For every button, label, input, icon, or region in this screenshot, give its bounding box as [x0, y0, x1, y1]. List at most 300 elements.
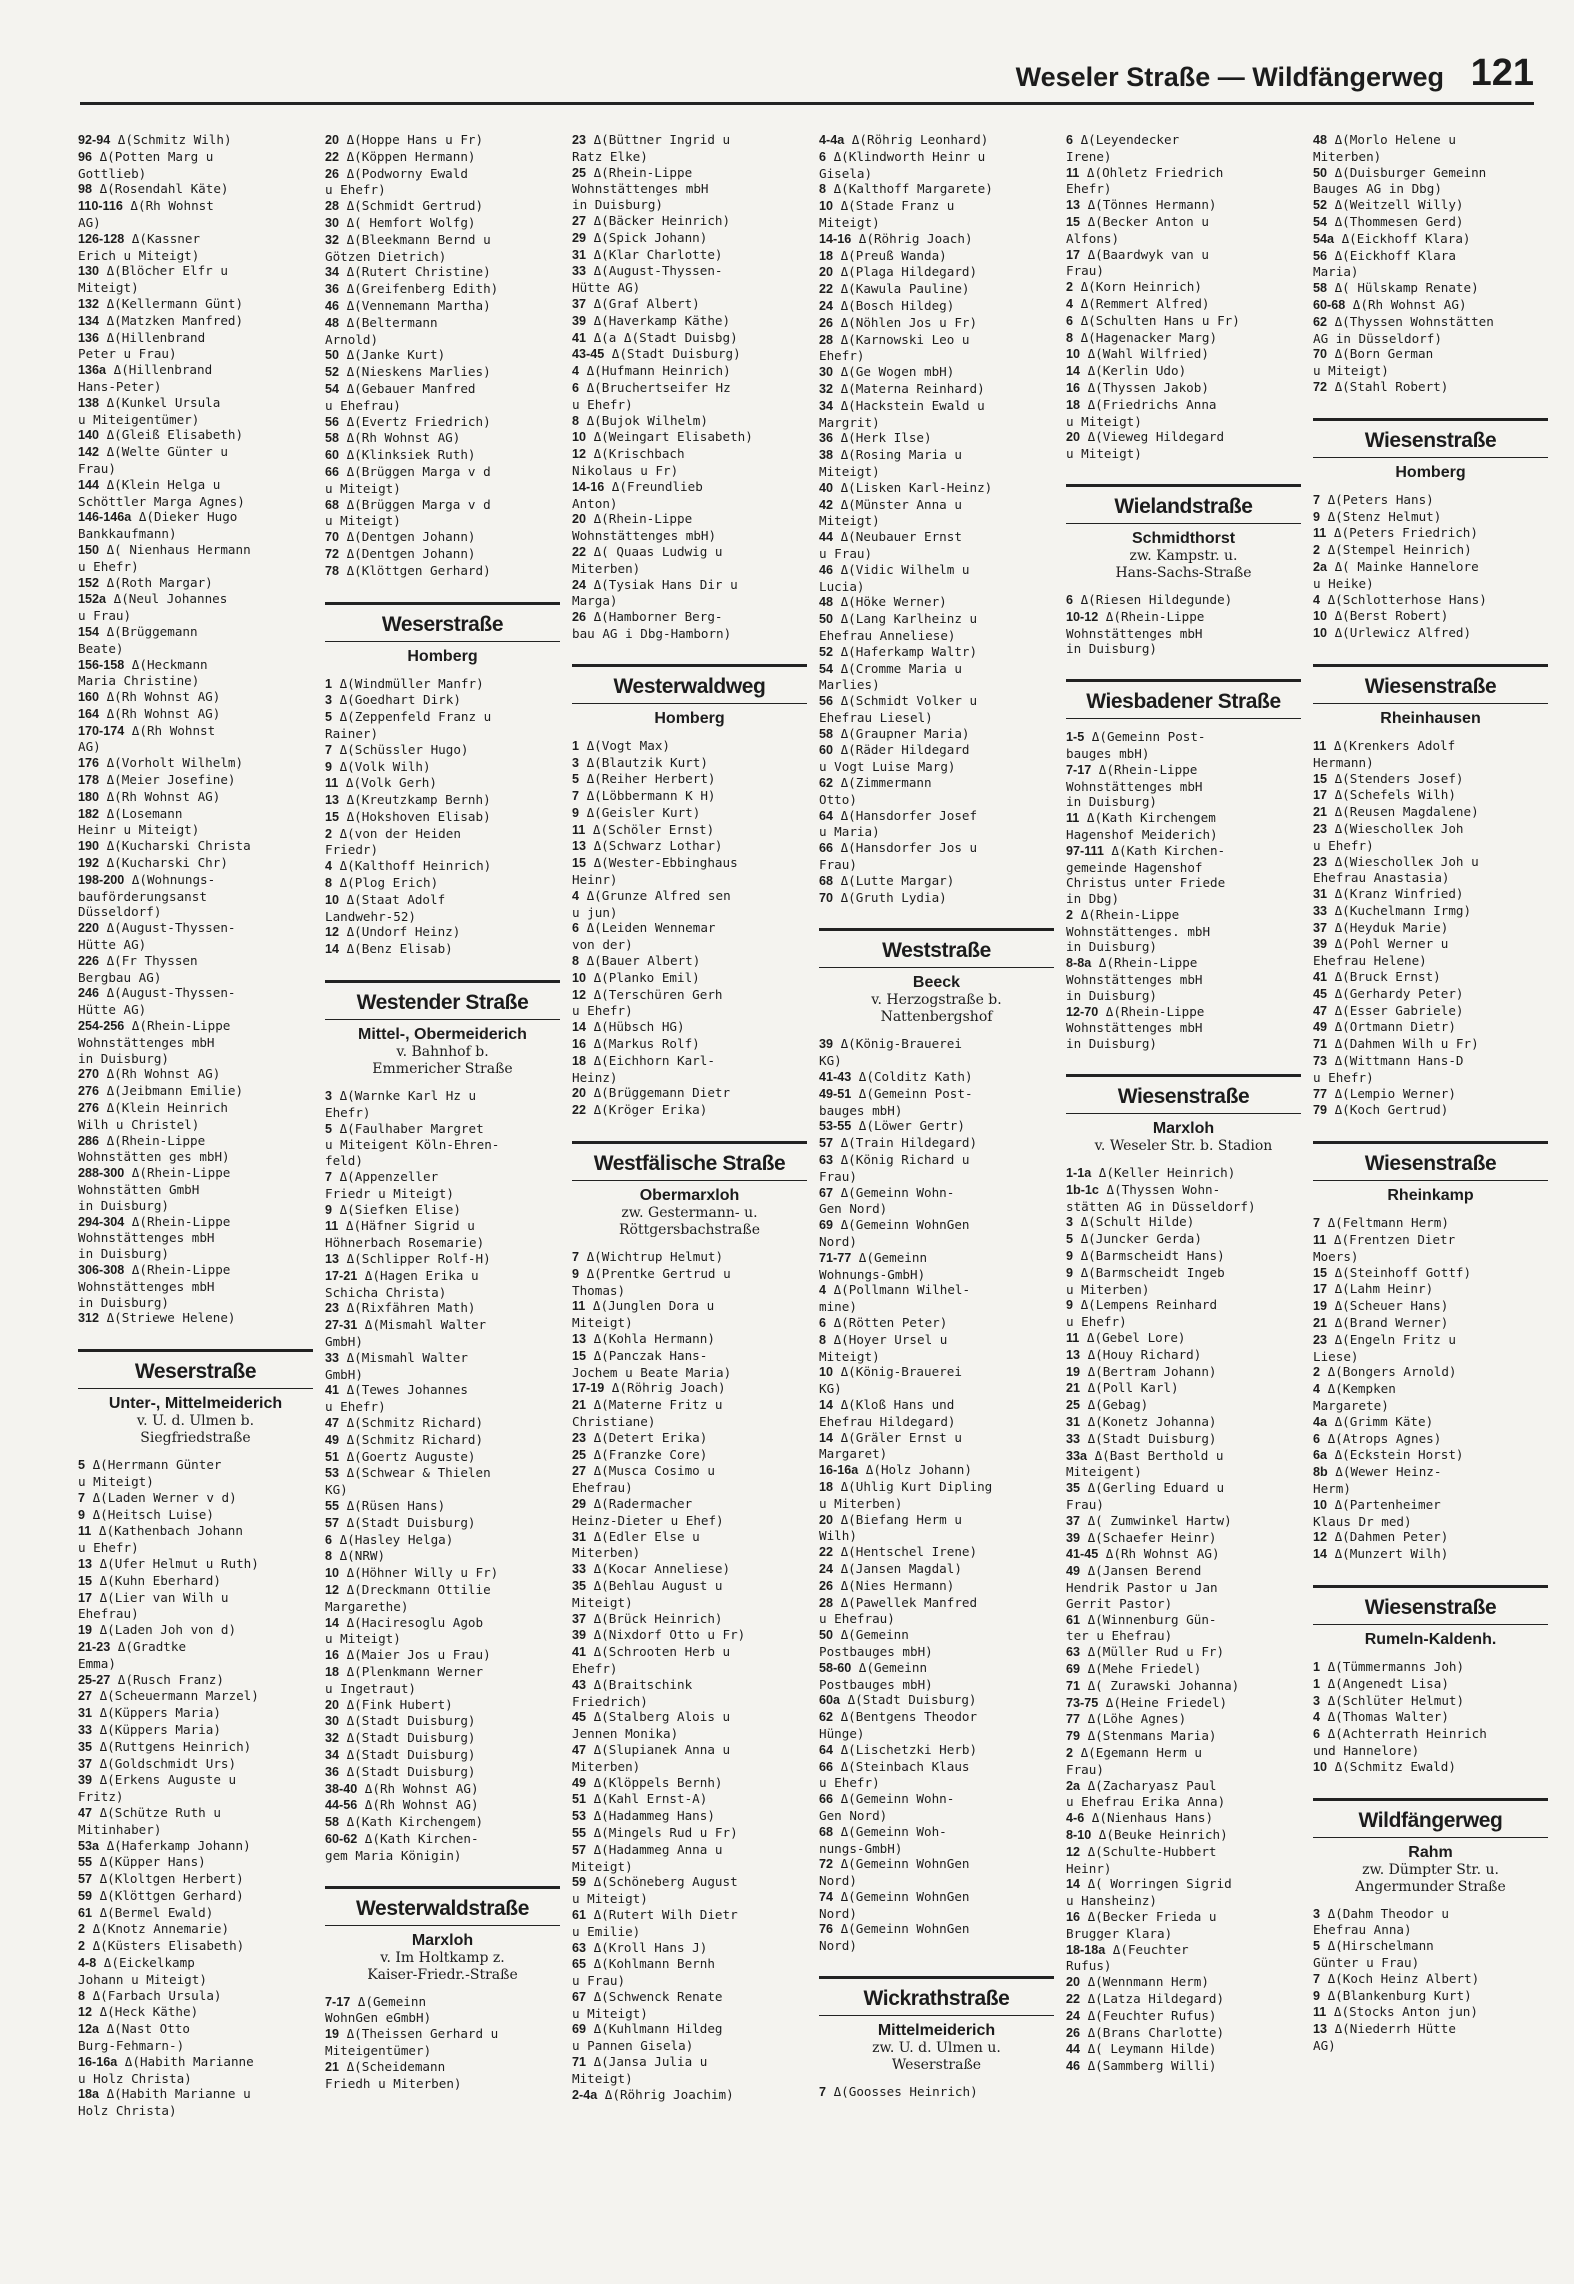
address-entry: 5 Δ(Hirschelmann	[1313, 1938, 1434, 1954]
address-entry: 32 Δ(Materna Reinhard)	[819, 380, 985, 396]
divider	[572, 664, 807, 667]
address-entry: Hermann)	[1313, 754, 1374, 770]
address-entry: Holz Christa)	[78, 2103, 177, 2119]
address-entry: 60a Δ(Stadt Duisburg)	[819, 1692, 977, 1708]
address-entry: Bauges AG in Dbg)	[1313, 181, 1442, 197]
address-entry: Wohnstättenges mbH	[78, 1034, 215, 1050]
address-entry: 18-18a Δ(Feuchter	[1066, 1941, 1189, 1957]
address-entry: 25-27 Δ(Rusch Franz)	[78, 1671, 224, 1687]
address-entry: 8 Δ(Hagenacker Marg)	[1066, 329, 1218, 345]
address-entry: Heinr)	[572, 872, 618, 888]
address-entry: 140 Δ(Gleiß Elisabeth)	[78, 427, 244, 443]
address-entry: bau AG i Dbg-Hamborn)	[572, 625, 732, 641]
street-range: zw. Gestermann- u.	[621, 1205, 758, 1222]
divider	[325, 1925, 560, 1926]
address-entry: Wohnstättenges mbH	[572, 181, 709, 197]
address-entry: Miteigt)	[819, 214, 880, 230]
address-entry: 30 Δ(Ge Wogen mbH)	[819, 364, 955, 380]
address-entry: 52 Δ(Weitzell Willy)	[1313, 197, 1464, 213]
address-entry: 14 Δ(Haciresoglu Agob	[325, 1614, 484, 1630]
address-entry: 2 Δ(Rhein-Lippe	[1066, 906, 1180, 922]
address-entry: 37 Δ(Heyduk Marie)	[1313, 919, 1449, 935]
address-entry: 29 Δ(Spick Johann)	[572, 229, 708, 245]
address-entry: u Ehefr)	[1066, 1314, 1127, 1330]
address-entry: Heinz-Dieter u Ehef)	[572, 1512, 724, 1528]
address-entry: u jun)	[572, 904, 618, 920]
address-entry: 17 Δ(Schefels Wilh)	[1313, 787, 1456, 803]
address-entry: 14 Δ(Kerlin Udo)	[1066, 363, 1187, 379]
street-section-header	[1066, 1074, 1301, 1155]
address-entry: 7 Δ(Laden Werner v d)	[78, 1489, 237, 1505]
address-entry: 31 Δ(Konetz Johanna)	[1066, 1414, 1217, 1430]
street-name: Westerwaldweg	[613, 674, 766, 698]
address-entry: in Duisburg)	[572, 197, 663, 213]
street-name: Westfälische Straße	[593, 1152, 786, 1176]
address-entry: u Vogt Luise Marg)	[819, 759, 956, 775]
street-range: v. Im Holtkamp z.	[380, 1949, 505, 1966]
address-entry: 6 Δ(Achterrath Heinrich	[1313, 1726, 1487, 1742]
address-entry: 49 Δ(Klöppels Bernh)	[572, 1774, 723, 1790]
address-entry: 15 Δ(Becker Anton u	[1066, 213, 1209, 229]
address-entry: 10 Δ(Stade Franz u	[819, 198, 955, 214]
address-entry: 180 Δ(Rh Wohnst AG)	[78, 788, 221, 804]
address-entry: 13 Δ(Kohla Hermann)	[572, 1331, 715, 1347]
address-entry: 8-10 Δ(Beuke Heinrich)	[1066, 1826, 1228, 1842]
street-range: Kaiser-Friedr.-Straße	[367, 1966, 518, 1983]
address-entry: 9 Δ(Barmscheidt Ingeb	[1066, 1264, 1225, 1280]
street-section-header	[819, 928, 1054, 1026]
address-entry: 24 Δ(Tysiak Hans Dir u	[572, 576, 738, 592]
street-range: Hans-Sachs-Straße	[1115, 564, 1252, 581]
address-entry: 2a Δ(Zacharyasz Paul	[1066, 1777, 1217, 1793]
address-entry: Ehefrau Anneliese)	[819, 627, 956, 643]
divider	[1313, 1141, 1548, 1144]
address-entry: 9 Δ(Geisler Kurt)	[572, 804, 701, 820]
address-entry: 12 Δ(Terschüren Gerh	[572, 986, 723, 1002]
address-entry: 32 Δ(Stadt Duisburg)	[325, 1730, 476, 1746]
address-entry: Brugger Klara)	[1066, 1925, 1173, 1941]
address-entry: 7 Δ(Feltmann Herm)	[1313, 1215, 1449, 1231]
address-entry: 16-16a Δ(Holz Johann)	[819, 1462, 972, 1478]
address-entry: Fritz)	[78, 1789, 124, 1805]
address-entry: 46 Δ(Vidic Wilhelm u	[819, 561, 970, 577]
address-entry: 71 Δ( Zurawski Johanna)	[1066, 1677, 1240, 1693]
address-entry: 71 Δ(Jansa Julia u	[572, 2054, 708, 2070]
address-entry: 33 Δ(August-Thyssen-	[572, 263, 723, 279]
divider	[325, 980, 560, 983]
address-entry: 60 Δ(Klinksiek Ruth)	[325, 447, 476, 463]
address-entry: 46 Δ(Sammberg Willi)	[1066, 2058, 1217, 2074]
address-entry: 15 Δ(Steinhoff Gottf)	[1313, 1264, 1472, 1280]
address-entry: 4-8 Δ(Eickelkamp	[78, 1955, 195, 1971]
divider	[1313, 1798, 1548, 1801]
address-entry: 294-304 Δ(Rhein-Lippe	[78, 1213, 231, 1229]
address-entry: u Frau)	[572, 1973, 626, 1989]
address-entry: 14 Δ(Benz Elisab)	[325, 941, 453, 957]
address-entry: 286 Δ(Rhein-Lippe	[78, 1132, 206, 1148]
address-entry: 6 Δ(Hasley Helga)	[325, 1531, 454, 1547]
street-name: Wiesenstraße	[1117, 1085, 1250, 1109]
address-entry: Miteigt)	[819, 463, 880, 479]
address-entry: 16 Δ(Becker Frieda u	[1066, 1908, 1217, 1924]
address-entry: 59 Δ(Klöttgen Gerhard)	[78, 1887, 244, 1903]
address-entry: 21 Δ(Poll Karl)	[1066, 1380, 1179, 1396]
address-entry: 31 Δ(Klar Charlotte)	[572, 246, 723, 262]
address-entry: Landwehr-52)	[325, 908, 416, 924]
address-entry: 68 Δ(Gemeinn Woh-	[819, 1823, 947, 1839]
address-entry: 72 Δ(Gemeinn WohnGen	[819, 1856, 970, 1872]
address-entry: 5 Δ(Juncker Gerda)	[1066, 1231, 1202, 1247]
address-entry: 18 Δ(Eichhorn Karl-	[572, 1052, 715, 1068]
street-range: v. Bahnhof b.	[396, 1044, 489, 1061]
address-entry: Christiane)	[572, 1414, 656, 1429]
page-header	[80, 52, 1534, 105]
street-name: Westerwaldstraße	[356, 1896, 529, 1920]
address-entry: 69 Δ(Gemeinn WohnGen	[819, 1217, 970, 1233]
divider	[325, 641, 560, 642]
street-section-header	[1313, 664, 1548, 728]
address-entry: 26 Δ(Nöhlen Jos u Fr)	[819, 314, 978, 330]
address-entry: 9 Δ(Stenz Helmut)	[1313, 508, 1442, 524]
address-entry: Johann u Miteigt)	[78, 1971, 207, 1987]
address-entry: 11 Δ(Junglen Dora u	[572, 1298, 715, 1314]
address-entry: 53a Δ(Haferkamp Johann)	[78, 1837, 251, 1853]
address-entry: 12 Δ(Heck Käthe)	[78, 2004, 199, 2020]
page-title: Weseler Straße — Wildfängerweg	[1015, 62, 1444, 92]
address-entry: 10 Δ(Weingart Elisabeth)	[572, 429, 753, 445]
address-entry: Götzen Dietrich)	[325, 248, 447, 264]
address-entry: 14 Δ(Gräler Ernst u	[819, 1429, 962, 1445]
address-entry: u Miterben)	[819, 1495, 903, 1511]
address-entry: 2 Δ(Knotz Annemarie)	[78, 1921, 230, 1937]
address-entry: 15 Δ(Kuhn Eberhard)	[78, 1572, 221, 1588]
address-entry: u Miteigt)	[572, 1891, 648, 1907]
address-entry: 39 Δ(Haverkamp Käthe)	[572, 312, 731, 328]
address-entry: 12 Δ(Schulte-Hubbert	[1066, 1843, 1217, 1859]
address-entry: 6 Δ(Schulten Hans u Fr)	[1066, 312, 1240, 328]
address-entry: 9 Δ(Barmscheidt Hans)	[1066, 1248, 1225, 1264]
address-entry: Gen Nord)	[819, 1807, 888, 1823]
address-entry: 17 Δ(Lier van Wilh u	[78, 1589, 229, 1605]
address-entry: u Miteigt)	[1066, 413, 1142, 429]
address-entry: 41 Δ(Tewes Johannes	[325, 1382, 468, 1398]
address-entry: 54 Δ(Thommesen Gerd)	[1313, 213, 1464, 229]
address-entry: 24 Δ(Feuchter Rufus)	[1066, 2007, 1217, 2023]
address-entry: 1 Δ(Vogt Max)	[572, 737, 671, 753]
address-entry: 67 Δ(Schwenck Renate	[572, 1988, 723, 2004]
address-entry: 25 Δ(Franzke Core)	[572, 1446, 708, 1462]
address-entry: 49 Δ(Schmitz Richard)	[325, 1431, 484, 1447]
address-entry: Nord)	[819, 1905, 857, 1921]
address-entry: 13 Δ(Schlipper Rolf-H)	[325, 1251, 491, 1267]
address-entry: Otto)	[819, 791, 857, 807]
address-entry: 20 Δ(Wennmann Herm)	[1066, 1974, 1209, 1990]
address-entry: 4 Δ(Thomas Walter)	[1313, 1709, 1449, 1725]
address-entry: 7 Δ(Löbbermann K H)	[572, 788, 716, 804]
address-entry: 38 Δ(Rosing Maria u	[819, 447, 962, 463]
address-entry: 79 Δ(Stenmans Maria)	[1066, 1728, 1217, 1744]
address-entry: u Miterben)	[1066, 1281, 1150, 1297]
address-entry: 33a Δ(Bast Berthold u	[1066, 1447, 1224, 1463]
address-entry: 54 Δ(Cromme Maria u	[819, 660, 962, 676]
address-entry: 19 Δ(Bertram Johann)	[1066, 1363, 1217, 1379]
address-entry: 1b-1c Δ(Thyssen Wohn-	[1066, 1181, 1221, 1197]
address-entry: 36 Δ(Herk Ilse)	[819, 430, 932, 446]
district-name: Marxloh	[1152, 1120, 1215, 1138]
address-entry: 33 Δ(Stadt Duisburg)	[1066, 1430, 1217, 1446]
address-entry: 66 Δ(Steinbach Klaus	[819, 1758, 970, 1774]
address-entry: Ehefrau Anastasia)	[1313, 870, 1450, 886]
address-entry: 6 Δ(Bruchertseifer Hz	[572, 379, 731, 395]
address-entry: Marga)	[572, 593, 618, 609]
column-4	[819, 132, 1054, 2101]
address-entry: 33 Δ(Kuchelmann Irmg)	[1313, 902, 1472, 918]
address-entry: 26 Δ(Hamborner Berg-	[572, 609, 723, 625]
address-entry: 192 Δ(Kucharski Chr)	[78, 855, 228, 871]
address-entry: Bankkaufmann)	[78, 526, 177, 542]
address-entry: 126-128 Δ(Kassner	[78, 230, 201, 246]
address-entry: 152 Δ(Roth Margar)	[78, 574, 213, 590]
divider	[78, 1388, 313, 1389]
address-entry: Erich u Miteigt)	[78, 247, 200, 263]
address-entry: 6 Δ(Atrops Agnes)	[1313, 1430, 1442, 1446]
address-entry: 4 Δ(Hufmann Heinrich)	[572, 363, 731, 379]
address-entry: 63 Δ(Kroll Hans J)	[572, 1939, 708, 1955]
address-entry: Ehefrau Hildegard)	[819, 1413, 956, 1429]
address-entry: Herm)	[1313, 1481, 1351, 1496]
district-name: Rumeln-Kaldenh.	[1364, 1630, 1497, 1648]
address-entry: 8 Δ(Farbach Ursula)	[78, 1987, 222, 2003]
address-entry: 8-8a Δ(Rhein-Lippe	[1066, 955, 1198, 971]
divider	[572, 1180, 807, 1181]
address-entry: 150 Δ( Nienhaus Hermann	[78, 541, 251, 557]
address-entry: u Ehefrau)	[819, 1611, 895, 1627]
address-entry: 36 Δ(Stadt Duisburg)	[325, 1763, 476, 1779]
address-entry: 50 Δ(Gemeinn	[819, 1627, 909, 1643]
address-entry: 30 Δ( Hemfort Wolfg)	[325, 214, 476, 230]
street-section-header	[572, 1141, 807, 1239]
divider	[1313, 457, 1548, 458]
address-entry: Ehefr)	[1066, 181, 1112, 197]
address-entry: 41-45 Δ(Rh Wohnst AG)	[1066, 1546, 1220, 1562]
street-section-header	[572, 664, 807, 728]
address-entry: 13 Δ(Ufer Helmut u Ruth)	[78, 1555, 259, 1571]
street-range: Emmericher Straße	[372, 1061, 513, 1078]
divider	[78, 1349, 313, 1352]
address-entry: von der)	[572, 937, 633, 953]
address-entry: u Ehefrau Erika Anna)	[1066, 1794, 1226, 1810]
address-entry: 35 Δ(Gerling Eduard u	[1066, 1480, 1225, 1496]
divider	[819, 2015, 1054, 2016]
address-entry: 246 Δ(August-Thyssen-	[78, 985, 236, 1001]
divider	[1313, 664, 1548, 667]
address-entry: 37 Δ(Brück Heinrich)	[572, 1610, 723, 1626]
address-entry: 68 Δ(Lutte Margar)	[819, 872, 955, 888]
address-entry: 138 Δ(Kunkel Ursula	[78, 394, 221, 410]
address-entry: 76 Δ(Gemeinn WohnGen	[819, 1921, 970, 1937]
street-section-header	[1313, 1798, 1548, 1896]
address-entry: 50 Δ(Janke Kurt)	[325, 347, 446, 363]
address-entry: 3 Δ(Warnke Karl Hz u	[325, 1088, 477, 1104]
address-entry: 7 Δ(Schüssler Hugo)	[325, 741, 469, 757]
address-entry: 56 Δ(Evertz Friedrich)	[325, 413, 491, 429]
address-entry: Miteigt)	[572, 1594, 633, 1610]
address-entry: Düsseldorf)	[78, 904, 162, 920]
address-entry: 10 Δ(König-Brauerei	[819, 1364, 962, 1380]
address-entry: 9 Δ(Lempens Reinhard	[1066, 1297, 1218, 1313]
address-entry: Gisela)	[819, 165, 873, 181]
address-entry: 134 Δ(Matzken Manfred)	[78, 312, 244, 328]
address-entry: 22 Δ(Kröger Erika)	[572, 1102, 708, 1118]
address-entry: 20 Δ(Vieweg Hildegard	[1066, 429, 1225, 445]
address-entry: Postbauges mbH)	[819, 1643, 933, 1659]
address-entry: in Duisburg)	[78, 1050, 169, 1066]
address-entry: 9 Δ(Blankenburg Kurt)	[1313, 1987, 1472, 2003]
address-entry: 71-77 Δ(Gemeinn	[819, 1249, 928, 1265]
district-name: Homberg	[1395, 463, 1466, 481]
district-name: Unter-, Mittelmeiderich	[108, 1395, 283, 1413]
address-entry: 58 Δ(Graupner Maria)	[819, 725, 970, 741]
district-name: Rahm	[1408, 1843, 1453, 1861]
address-entry: 2a Δ( Mainke Hannelore	[1313, 558, 1479, 574]
address-entry: 8 Δ(Kalthoff Margarete)	[819, 181, 993, 197]
address-entry: feld)	[325, 1153, 363, 1169]
address-entry: 288-300 Δ(Rhein-Lippe	[78, 1165, 231, 1181]
district-name: Homberg	[407, 647, 478, 665]
district-name: Mittel-, Obermeiderich	[358, 1026, 527, 1044]
address-entry: Wohnstättenges mbH	[1066, 1020, 1203, 1036]
address-entry: 34 Δ(Stadt Duisburg)	[325, 1746, 476, 1762]
address-entry: Frau)	[819, 1168, 857, 1184]
address-entry: 78 Δ(Klöttgen Gerhard)	[325, 562, 491, 578]
address-entry: 41 Δ(a Δ(Stadt Duisbg)	[572, 329, 738, 345]
address-entry: 12a Δ(Nast Otto	[78, 2021, 191, 2037]
street-name: Weststraße	[882, 939, 991, 963]
divider	[325, 602, 560, 605]
address-entry: Frau)	[78, 460, 116, 476]
address-entry: 57 Δ(Stadt Duisburg)	[325, 1514, 476, 1530]
address-entry: 164 Δ(Rh Wohnst AG)	[78, 705, 221, 721]
address-entry: Wohnstätten GmbH	[78, 1182, 200, 1197]
address-entry: 130 Δ(Blöcher Elfr u	[78, 263, 228, 279]
address-entry: 92-94 Δ(Schmitz Wilh)	[78, 132, 232, 147]
address-entry: 18 Δ(Friedrichs Anna	[1066, 396, 1217, 412]
address-entry: 14 Δ(Hübsch HG)	[572, 1019, 685, 1035]
address-entry: und Hannelore)	[1313, 1742, 1420, 1758]
address-entry: 18 Δ(Plenkmann Werner	[325, 1663, 484, 1679]
address-entry: 49 Δ(Jansen Berend	[1066, 1563, 1202, 1579]
address-entry: 13 Δ(Kreutzkamp Bernh)	[325, 792, 491, 808]
address-entry: u Frau)	[78, 608, 132, 624]
address-entry: 39 Δ(Schaefer Heinr)	[1066, 1529, 1217, 1545]
address-entry: 68 Δ(Brüggen Marga v d	[325, 496, 491, 512]
address-entry: Wohnstättenges mbH	[1066, 778, 1203, 794]
address-entry: Frau)	[1066, 1761, 1104, 1777]
address-entry: in Dbg)	[1066, 891, 1120, 907]
address-entry: 60-68 Δ(Rh Wohnst AG)	[1313, 296, 1467, 312]
address-entry: Nord)	[819, 1938, 857, 1954]
address-entry: Ehefrau Helene)	[1313, 953, 1427, 969]
address-entry: 136 Δ(Hillenbrand	[78, 329, 206, 345]
address-entry: 72 Δ(Stahl Robert)	[1313, 378, 1449, 394]
street-name: Wildfängerweg	[1358, 1808, 1503, 1832]
address-entry: 15 Δ(Panczak Hans-	[572, 1347, 708, 1363]
address-entry: 3 Δ(Schlüter Helmut)	[1313, 1692, 1465, 1708]
address-entry: Liese)	[1313, 1348, 1359, 1364]
address-entry: 2 Δ(Korn Heinrich)	[1066, 279, 1202, 295]
address-entry: Ehefr)	[325, 1104, 371, 1120]
address-entry: 11 Δ(Peters Friedrich)	[1313, 525, 1478, 541]
address-entry: Alfons)	[1066, 230, 1120, 246]
address-entry: 226 Δ(Fr Thyssen	[78, 952, 198, 968]
address-entry: 21 Δ(Materne Fritz u	[572, 1397, 723, 1413]
address-entry: 41 Δ(Schrooten Herb u	[572, 1644, 731, 1660]
street-section-header	[819, 1976, 1054, 2074]
address-entry: 55 Δ(Küpper Hans)	[78, 1854, 206, 1870]
address-entry: 31 Δ(Kranz Winfried)	[1313, 886, 1464, 902]
address-entry: 57 Δ(Hadammeg Anna u	[572, 1841, 723, 1857]
address-entry: 170-174 Δ(Rh Wohnst	[78, 722, 216, 738]
address-entry: 18 Δ(Uhlig Kurt Dipling	[819, 1478, 993, 1494]
address-entry: u Ingetraut)	[325, 1680, 416, 1696]
address-entry: Heinr u Miteigt)	[78, 822, 200, 838]
address-entry: 270 Δ(Rh Wohnst AG)	[78, 1066, 221, 1082]
address-entry: Ehefrau Anna)	[1313, 1922, 1412, 1938]
street-range: Nattenbergshof	[880, 1009, 993, 1026]
address-entry: 16 Δ(Thyssen Jakob)	[1066, 379, 1209, 395]
address-entry: 4 Δ(Pollmann Wilhel-	[819, 1282, 971, 1298]
address-entry: Nikolaus u Fr)	[572, 462, 679, 478]
address-entry: Klaus Dr med)	[1313, 1513, 1412, 1529]
address-entry: 12 Δ(Dreckmann Ottilie	[325, 1581, 491, 1597]
street-section-header	[325, 602, 560, 666]
address-entry: Arnold)	[325, 331, 379, 347]
address-entry: 2 Δ(Stempel Heinrich)	[1313, 542, 1472, 558]
address-entry: GmbH)	[325, 1334, 363, 1350]
address-entry: GmbH)	[325, 1366, 363, 1382]
address-entry: 6 Δ(Klindworth Heinr u	[819, 148, 986, 164]
street-section-header	[1313, 1141, 1548, 1205]
address-entry: in Duisburg)	[1066, 939, 1157, 955]
address-entry: 5 Δ(Herrmann Günter	[78, 1457, 222, 1473]
address-entry: Miteigt)	[78, 280, 139, 296]
address-entry: 28 Δ(Karnowski Leo u	[819, 331, 970, 347]
address-entry: 10 Δ(Schmitz Ewald)	[1313, 1758, 1456, 1774]
divider	[1313, 1837, 1548, 1838]
address-entry: Anton)	[572, 495, 618, 511]
address-entry: stätten AG in Düsseldorf)	[1066, 1198, 1256, 1214]
address-entry: 66 Δ(Hansdorfer Jos u	[819, 840, 978, 856]
street-section-header	[325, 1886, 560, 1984]
address-entry: Hütte AG)	[78, 937, 147, 953]
address-entry: 5 Δ(Reiher Herbert)	[572, 771, 716, 787]
address-entry: 144 Δ(Klein Helga u	[78, 476, 221, 492]
address-entry: mine)	[819, 1299, 857, 1315]
address-entry: 43-45 Δ(Stadt Duisburg)	[572, 346, 741, 362]
address-entry: Miteigt)	[572, 2070, 633, 2086]
address-entry: Margaret)	[819, 1446, 888, 1462]
address-entry: 6 Δ(Leiden Wennemar	[572, 920, 716, 936]
district-name: Schmidthorst	[1131, 529, 1236, 547]
address-entry: 110-116 Δ(Rh Wohnst	[78, 198, 214, 214]
address-entry: AG in Düsseldorf)	[1313, 330, 1442, 346]
address-entry: 47 Δ(Esser Gabriele)	[1313, 1002, 1464, 1018]
address-entry: 254-256 Δ(Rhein-Lippe	[78, 1018, 231, 1034]
divider	[819, 928, 1054, 931]
street-section-header	[78, 1349, 313, 1447]
address-entry: 37 Δ( Zumwinkel Hartw)	[1066, 1512, 1232, 1528]
address-entry: 12-70 Δ(Rhein-Lippe	[1066, 1003, 1205, 1019]
